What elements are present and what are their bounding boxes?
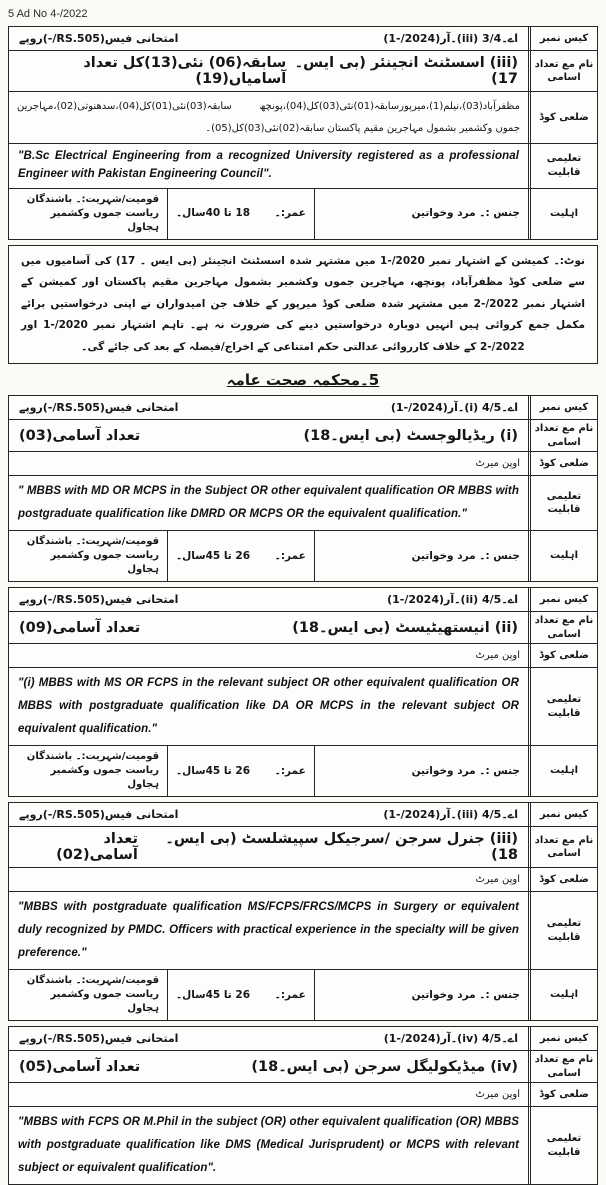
job-table-anaesthetist <box>8 587 598 797</box>
post-name: (i) ریڈیالوجسٹ (بی ایس۔18) <box>303 427 518 444</box>
case-row <box>9 803 597 826</box>
case-row-content <box>9 396 528 419</box>
case-row-content <box>9 588 528 611</box>
eligibility-gender: جنس :۔ مرد وخواتین <box>314 970 528 1020</box>
age-label: عمر:۔ <box>274 764 306 777</box>
district-codes: اوپن میرٹ <box>475 874 520 886</box>
post-count: تعداد آسامی(09) <box>19 619 141 636</box>
row-label-case-no: کیس نمبر <box>528 1027 597 1050</box>
post-row <box>9 419 597 451</box>
job-table-assistant-engineer <box>8 26 598 240</box>
row-label-post: نام مع تعداد اسامی <box>528 612 597 643</box>
qualification-text: "MBBS with FCPS OR M.Phil in the subject (OR) other equivalent qualification (OR) MBBS with postgraduate qualification like DMS (Medical Jurisprudent) or MCPS with relevant subject or equivalent qualification". <box>18 1116 519 1175</box>
qualification-text: " MBBS with MD OR MCPS in the Subject OR other equivalent qualification OR MBBS with postgraduate qualification like DMRD OR MCPS OR the equivalent qualification." <box>18 485 519 521</box>
job-table-medicolegal-surgeon <box>8 1026 598 1185</box>
district-codes: اوپن میرٹ <box>475 458 520 470</box>
post-row-content <box>9 1051 528 1082</box>
post-name: (iii) اسسٹنٹ انجینئر (بی ایس۔17) <box>294 55 518 87</box>
case-number: اے۔4/5 (iii)۔آر(‎1-/2024) <box>383 808 518 822</box>
qualification-row <box>9 667 597 745</box>
post-count: تعداد آسامی(05) <box>19 1058 141 1075</box>
age-label: عمر:۔ <box>274 549 306 562</box>
case-row-content <box>9 1027 528 1050</box>
post-name: (iii) جنرل سرجن /سرجیکل سپیشلسٹ (بی ایس۔18) <box>165 831 518 864</box>
eligibility-nationality: قومیت/شہریت:۔ باشندگان ریاست جموں وکشمیر ہجاول <box>26 751 160 791</box>
job-table-radiologist <box>8 395 598 582</box>
exam-fee: امتحانی فیس(‎RS.505/-)روپے <box>19 401 179 415</box>
exam-fee: امتحانی فیس(‎RS.505/-)روپے <box>19 808 179 822</box>
eligibility-content <box>9 189 528 239</box>
qualification-row <box>9 1106 597 1184</box>
row-label-eligibility: اہلیت <box>528 189 597 239</box>
case-number: اے۔3/4 (iii)۔آر(‎1-/2024) <box>383 32 518 45</box>
eligibility-age <box>167 189 314 239</box>
row-label-qualification: تعلیمی قابلیت <box>528 1107 597 1184</box>
case-row-content <box>9 803 528 826</box>
post-row-content <box>9 420 528 451</box>
post-name: (iv) میڈیکولیگل سرجن (بی ایس۔18) <box>251 1058 518 1075</box>
district-codes: اوپن میرٹ <box>475 1089 520 1101</box>
qualification-row <box>9 475 597 530</box>
post-count: تعداد آسامی(02) <box>56 831 138 864</box>
row-label-eligibility: اہلیت <box>528 970 597 1020</box>
row-label-post: نام مع تعداد اسامی <box>528 51 597 91</box>
row-label-post: نام مع تعداد اسامی <box>528 1051 597 1082</box>
row-label-case-no: کیس نمبر <box>528 588 597 611</box>
row-label-district-code: ضلعی کوڈ <box>528 868 597 891</box>
eligibility-content <box>9 746 528 796</box>
eligibility-row <box>9 969 597 1020</box>
case-row <box>9 27 597 50</box>
eligibility-gender: جنس :۔ مرد وخواتین <box>314 189 528 239</box>
district-row <box>9 867 597 891</box>
row-label-district-code: ضلعی کوڈ <box>528 644 597 667</box>
age-value: 26 تا 45سال۔ <box>176 549 251 562</box>
post-row-content <box>9 827 528 867</box>
age-value: 26 تا 45سال۔ <box>176 764 251 777</box>
row-label-district-code: ضلعی کوڈ <box>528 452 597 475</box>
exam-fee: امتحانی فیس(‎RS.505/-)روپے <box>19 1032 179 1046</box>
age-value: 26 تا 45سال۔ <box>176 988 251 1001</box>
post-row <box>9 1050 597 1082</box>
district-codes: مظفرآباد(03)،نیلم(1)،میرپورسابقہ(01)نئی(03)کل(04)،پونچھ سابقہ(03)نئی(01)کل(04)،سدھنوتی(02)،مہاجرین جموں وکشمیر بشمول مہاجرین مقیم پاکستان سابقہ(02)نئی(03)کل(05)۔ <box>17 101 520 134</box>
district-row <box>9 91 597 143</box>
row-label-case-no: کیس نمبر <box>528 27 597 50</box>
age-label: عمر:۔ <box>274 988 306 1001</box>
qualification-text: "B.Sc Electrical Engineering from a recognized University registered as a professional Engineer with Pakistan Engineering Council". <box>18 150 519 180</box>
age-value: 18 تا 40سال۔ <box>176 207 251 220</box>
eligibility-nationality: قومیت/شہریت:۔ باشندگان ریاست جموں وکشمیر ہجاول <box>26 975 160 1015</box>
post-row-content <box>9 51 528 91</box>
qualification-text: "(i) MBBS with MS OR FCPS in the relevant subject OR other equivalent qualification OR MBBS with postgraduate qualification like DA OR MCPS in the relevant subject OR equivalent qualification." <box>18 677 519 736</box>
district-row <box>9 1082 597 1106</box>
row-label-eligibility: اہلیت <box>528 746 597 796</box>
note-box: نوٹ:۔ کمیشن کے اشتہار نمبر ‎1-/2020 میں مشتہر شدہ اسسٹنٹ انجینئر (بی ایس ۔ 17) کی آسامیوں میں سے ضلعی کوڈ مظفرآباد، پونچھ، مہاجرین جموں وکشمیر بشمول مہاجرین مقیم پاکستان اور کمیشن کے اشتہار نمبر ‎2-/2022 میں مشتہر شدہ ضلعی کوڈ میرپور کے خلاف جن امیدواران نے اپنی درخواستیں برائے مکمل جمع کروائی ہیں انہیں دوبارہ درخواستیں دینے کی ضرورت نہ ہے۔ تاہم اشتہار نمبر ‎1-/2020 اور ‎2-/2022 کے خلاف کارروائی عدالتی حکم امتناعی کے اخراج/فیصلہ کے بعد کی جائے گی۔ <box>8 245 598 365</box>
qualification-text: "MBBS with postgraduate qualification MS/FCPS/FRCS/MCPS in Surgery or equivalent duly recognized by PMDC. Officers with practical experience in the specialty will be given preference." <box>18 901 519 960</box>
post-count: سابقہ(06) نئی(13)کل تعداد آسامیاں(19) <box>83 55 287 87</box>
eligibility-row <box>9 745 597 796</box>
row-label-post: نام مع تعداد اسامی <box>528 827 597 867</box>
post-row <box>9 826 597 867</box>
post-row <box>9 50 597 91</box>
eligibility-age <box>167 970 314 1020</box>
district-row <box>9 643 597 667</box>
row-label-post: نام مع تعداد اسامی <box>528 420 597 451</box>
row-label-case-no: کیس نمبر <box>528 803 597 826</box>
post-row-content <box>9 612 528 643</box>
post-name: (ii) انیستھیٹیسٹ (بی ایس۔18) <box>292 619 518 636</box>
case-number: اے۔4/5 (iv)۔آر(‎1-/2024) <box>383 1032 518 1046</box>
ad-number: 5 Ad No 4-/2022 <box>8 8 88 20</box>
exam-fee: امتحانی فیس(‎RS.505/-)روپے <box>19 593 179 607</box>
row-label-district-code: ضلعی کوڈ <box>528 92 597 143</box>
row-label-qualification: تعلیمی قابلیت <box>528 476 597 530</box>
post-count: تعداد آسامی(03) <box>19 427 141 444</box>
section-heading-public-health: 5۔محکمہ صحت عامہ <box>226 371 380 390</box>
row-label-qualification: تعلیمی قابلیت <box>528 144 597 188</box>
district-codes: اوپن میرٹ <box>475 650 520 662</box>
district-row <box>9 451 597 475</box>
case-row <box>9 396 597 419</box>
post-row <box>9 611 597 643</box>
exam-fee: امتحانی فیس(‎RS.505/-)روپے <box>19 32 179 45</box>
qualification-row <box>9 143 597 188</box>
case-row <box>9 1027 597 1050</box>
age-label: عمر:۔ <box>274 207 306 220</box>
row-label-eligibility: اہلیت <box>528 531 597 581</box>
row-label-case-no: کیس نمبر <box>528 396 597 419</box>
eligibility-row <box>9 530 597 581</box>
row-label-qualification: تعلیمی قابلیت <box>528 892 597 969</box>
eligibility-age <box>167 746 314 796</box>
job-table-general-surgeon <box>8 802 598 1021</box>
row-label-district-code: ضلعی کوڈ <box>528 1083 597 1106</box>
eligibility-age <box>167 531 314 581</box>
eligibility-content <box>9 531 528 581</box>
case-row <box>9 588 597 611</box>
case-row-content <box>9 27 528 50</box>
eligibility-gender: جنس :۔ مرد وخواتین <box>314 746 528 796</box>
eligibility-nationality: قومیت/شہریت:۔ باشندگان ریاست جموں وکشمیر ہجاول <box>26 193 160 233</box>
eligibility-content <box>9 970 528 1020</box>
eligibility-row <box>9 188 597 239</box>
eligibility-nationality: قومیت/شہریت:۔ باشندگان ریاست جموں وکشمیر ہجاول <box>26 536 160 576</box>
eligibility-gender: جنس :۔ مرد وخواتین <box>314 531 528 581</box>
row-label-qualification: تعلیمی قابلیت <box>528 668 597 745</box>
case-number: اے۔4/5 (i)۔آر(‎1-/2024) <box>390 401 518 415</box>
qualification-row <box>9 891 597 969</box>
case-number: اے۔4/5 (ii)۔آر(‎1-/2024) <box>387 593 518 607</box>
